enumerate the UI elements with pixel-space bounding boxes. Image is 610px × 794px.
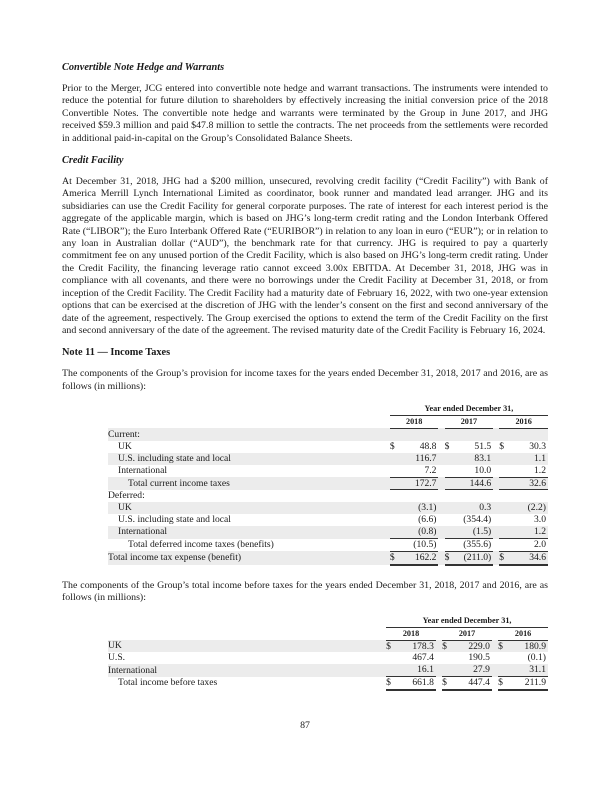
row-label: Total deferred income taxes (benefits): [128, 539, 274, 551]
row-label: International: [108, 664, 386, 676]
income-before-taxes-intro: The components of the Group’s total income before taxes for the years ended December 31, 2018, 2017 and 2016, are as follows (in millions):: [62, 579, 548, 604]
table-cell: 83.1: [453, 453, 494, 465]
currency-symbol: $: [499, 440, 505, 452]
currency-symbol: $: [498, 677, 506, 690]
row-label: International: [108, 526, 390, 538]
table-row: [108, 514, 548, 526]
currency-symbol: $: [389, 440, 395, 452]
table-cell: 34.6: [507, 551, 548, 564]
table-cell: (211.0): [453, 551, 494, 564]
table-cell: (6.6): [418, 514, 437, 526]
table-row: [108, 441, 548, 453]
table-cell: 178.3: [394, 640, 436, 652]
table-row: [108, 428, 548, 440]
table-cell: (2.2): [507, 502, 548, 514]
page-number: 87: [300, 720, 310, 731]
section-heading-convertible-note: Convertible Note Hedge and Warrants: [62, 62, 225, 73]
currency-symbol: $: [499, 551, 507, 564]
table-caption-row: [108, 403, 548, 415]
row-label: UK: [118, 440, 132, 452]
table-cell: (354.4): [463, 514, 492, 526]
table-row: [108, 551, 548, 564]
currency-symbol: $: [444, 440, 450, 452]
table-row: [108, 640, 548, 652]
table-cell: 30.3: [529, 440, 546, 452]
table-cell: 1.1: [507, 453, 548, 465]
table-row: [108, 502, 548, 514]
table-cell: 467.4: [412, 652, 434, 664]
currency-symbol: $: [442, 677, 450, 690]
table-cell: 27.9: [450, 664, 492, 676]
table-cell: 51.5: [474, 440, 492, 452]
table-row: [108, 539, 548, 552]
table-cell: 1.2: [507, 465, 548, 477]
table-row: [108, 453, 548, 465]
row-label: UK: [108, 502, 390, 514]
table-cell: 7.2: [398, 465, 439, 477]
document-page: [62, 62, 548, 691]
row-label: Total income before taxes: [118, 677, 218, 689]
convertible-note-paragraph: Prior to the Merger, JCG entered into convertible note hedge and warrant transactions. The instruments were intended to reduce the potential for future dilution to shareholders by effectively increasing the initial conversion price of the 2018 Convertible Notes. The convertible note hedge and warrants were terminated by the Group in June 2017, and JHG received $59.3 million and paid $47.8 million to settle the contracts. The net proceeds from the settlements were recorded in additional paid-in-capital on the Group’s Consolidated Balance Sheets.: [62, 83, 548, 144]
table-caption-row: [108, 615, 548, 627]
table-row: [108, 652, 548, 664]
row-label: U.S.: [108, 652, 126, 664]
row-label: Total income tax expense (benefit): [108, 551, 390, 564]
table-cell: (3.1): [398, 502, 439, 514]
year-header: 2016: [498, 627, 548, 640]
table-year-header-row: [108, 416, 548, 429]
year-header: 2017: [442, 627, 492, 640]
row-label: Current:: [108, 428, 390, 440]
table-row: [108, 526, 548, 538]
table-cell: 229.0: [450, 640, 492, 652]
table-cell: 1.2: [507, 526, 548, 538]
table-cell: 31.1: [506, 664, 548, 676]
row-label: Deferred:: [108, 490, 145, 502]
table-cell: 162.2: [398, 551, 439, 564]
currency-symbol: $: [445, 551, 453, 564]
table-cell: (0.1): [527, 652, 546, 664]
row-label: International: [118, 464, 168, 476]
table-cell: 16.1: [394, 664, 436, 676]
table-cell: (355.6): [453, 539, 494, 552]
table-year-header-row: [108, 627, 548, 640]
table-caption: Year ended December 31,: [386, 615, 548, 627]
year-header: 2017: [445, 416, 494, 429]
income-tax-intro: The components of the Group’s provision for income taxes for the years ended December 31, 2018, 2017 and 2016, are as follows (in millions):: [62, 368, 548, 392]
year-header: 2016: [499, 416, 548, 429]
table-cell: (1.5): [453, 526, 494, 538]
table-caption: Year ended December 31,: [390, 403, 548, 415]
table-cell: 172.7: [398, 477, 439, 490]
table-row: [108, 477, 548, 490]
section-heading-credit-facility: Credit Facility: [62, 155, 124, 167]
currency-symbol: $: [386, 640, 394, 652]
table-cell: (10.5): [398, 539, 439, 552]
table-row: [108, 490, 548, 502]
currency-symbol: $: [390, 551, 398, 564]
row-label: U.S. including state and local: [108, 453, 390, 465]
year-header: 2018: [386, 627, 436, 640]
table-row: [108, 664, 548, 676]
credit-facility-paragraph: At December 31, 2018, JHG had a $200 million, unsecured, revolving credit facility (“Credit Facility”) with Bank of America Merrill Lynch International Limited as coordinator, book runner and mandated lead arranger. JHG and its subsidiaries can use the Credit Facility for general corporate purposes. The rate of interest for each interest period is the aggregate of the applicable margin, which is based on JHG’s long-term credit rating and the London Interbank Offered Rate (“LIBOR”); the Euro Interbank Offered Rate (“EURIBOR”) in relation to any loan in euro (“EUR”); or in relation to any loan in Australian dollar (“AUD”), the benchmark rate for that currency. JHG is required to pay a quarterly commitment fee on any unused portion of the Credit Facility, which is also based on JHG’s long-term credit rating. Under the Credit Facility, the financing leverage ratio cannot exceed 3.00x EBITDA. At December 31, 2018, JHG was in compliance with all covenants, and there were no borrowings under the Credit Facility at December 31, 2018, or from inception of the Credit Facility. The Credit Facility had a maturity date of February 16, 2022, with two one-year extension options that can be exercised at the discretion of JHG with the lender’s consent on the first and second anniversary of the date of the agreement, respectively. The Group exercised the options to extend the term of the Credit Facility on the first and second anniversary of the date of the agreement. The revised maturity date of the Credit Facility is February 16, 2024.: [62, 176, 548, 336]
note-11-heading: Note 11 — Income Taxes: [62, 347, 171, 359]
table-cell: 116.7: [398, 453, 439, 465]
table-cell: 3.0: [534, 514, 546, 526]
table-cell: 32.6: [507, 477, 548, 490]
currency-symbol: $: [386, 677, 394, 690]
table-cell: 144.6: [453, 477, 494, 490]
table-cell: 48.8: [419, 440, 437, 452]
table-cell: 0.3: [453, 502, 494, 514]
table-cell: 10.0: [453, 465, 494, 477]
income-before-taxes-table: [108, 615, 548, 691]
table-cell: 190.5: [468, 652, 490, 664]
table-cell: 2.0: [507, 539, 548, 552]
currency-symbol: $: [442, 640, 450, 652]
table-cell: 211.9: [506, 677, 548, 690]
row-label: UK: [108, 640, 386, 652]
row-label: U.S. including state and local: [118, 514, 231, 526]
table-cell: 180.9: [506, 640, 548, 652]
table-cell: 661.8: [394, 677, 436, 690]
currency-symbol: $: [498, 640, 506, 652]
year-header: 2018: [390, 416, 439, 429]
table-cell: (0.8): [398, 526, 439, 538]
table-cell: 447.4: [450, 677, 492, 690]
table-row: [108, 677, 548, 690]
row-label: Total current income taxes: [108, 477, 390, 490]
income-tax-provision-table: [108, 403, 548, 566]
table-row: [108, 465, 548, 477]
